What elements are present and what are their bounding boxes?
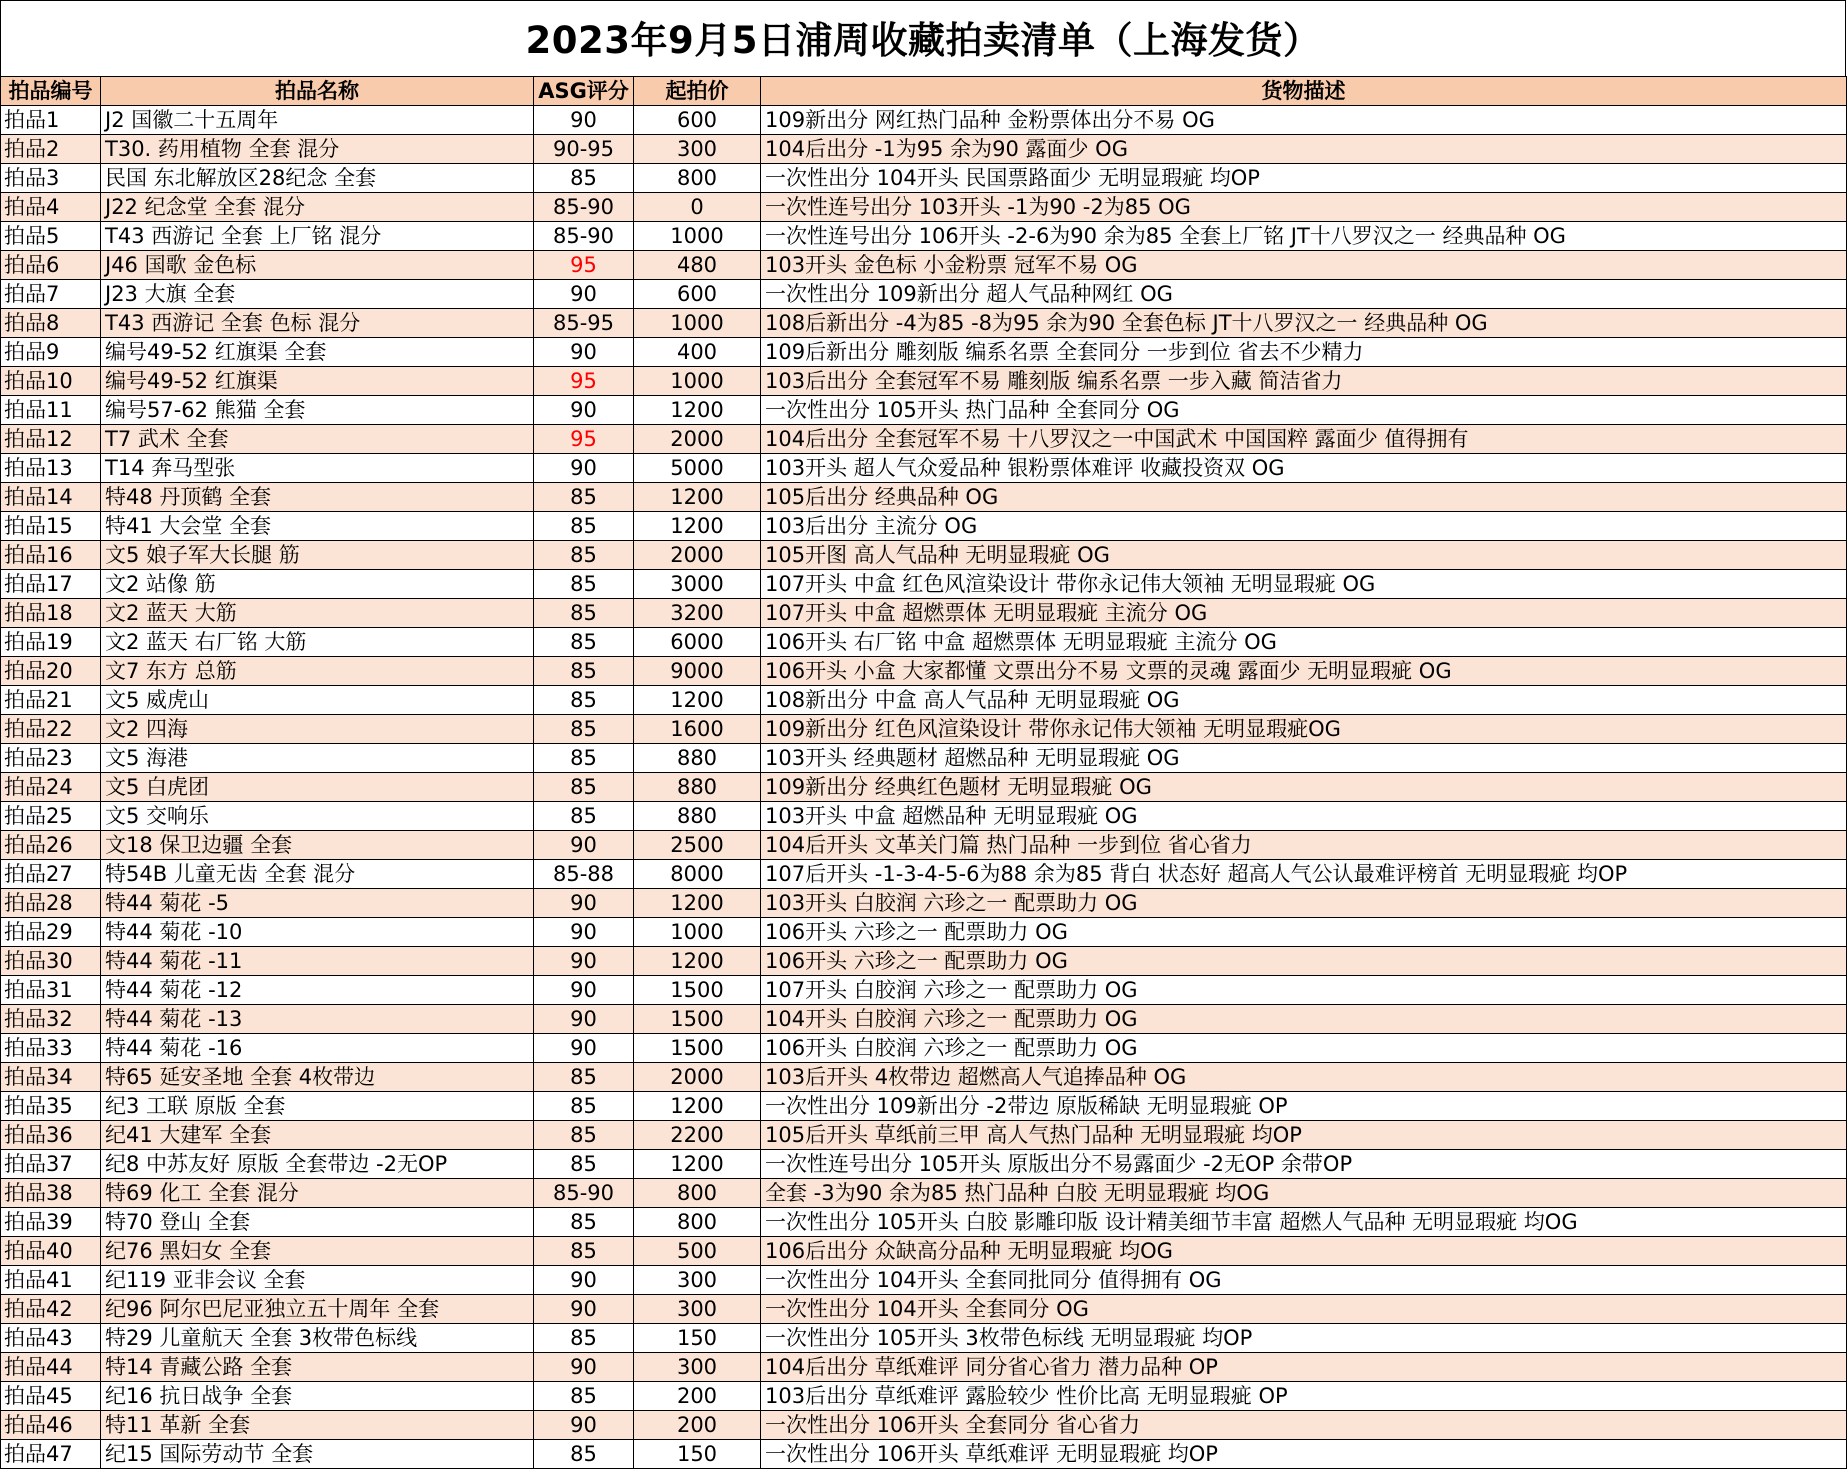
lot-cell[interactable]: 拍品34 xyxy=(1,1063,101,1092)
lot-cell[interactable]: 拍品20 xyxy=(1,657,101,686)
lot-cell[interactable]: 拍品44 xyxy=(1,1353,101,1382)
lot-cell[interactable]: 拍品2 xyxy=(1,135,101,164)
header-row xyxy=(1,77,1847,106)
price-cell[interactable]: 1000 xyxy=(634,367,761,396)
table-row[interactable] xyxy=(1,599,1847,628)
score-cell[interactable]: 85 xyxy=(534,1237,634,1266)
price-cell[interactable]: 480 xyxy=(634,251,761,280)
desc-cell[interactable]: 107开头 白胶润 六珍之一 配票助力 OG xyxy=(761,976,1847,1005)
score-cell[interactable]: 85 xyxy=(534,570,634,599)
price-cell[interactable]: 150 xyxy=(634,1324,761,1353)
score-cell[interactable]: 90 xyxy=(534,1005,634,1034)
lot-cell[interactable]: 拍品46 xyxy=(1,1411,101,1440)
lot-cell[interactable]: 拍品25 xyxy=(1,802,101,831)
page-title: 2023年9月5日浦周收藏拍卖清单（上海发货） xyxy=(0,0,1846,76)
lot-cell[interactable]: 拍品33 xyxy=(1,1034,101,1063)
name-cell[interactable]: 文5 白虎团 xyxy=(101,773,534,802)
table-row[interactable] xyxy=(1,396,1847,425)
desc-cell[interactable]: 一次性出分 105开头 白胶 影雕印版 设计精美细节丰富 超燃人气品种 无明显瑕疵 均OG xyxy=(761,1208,1847,1237)
score-cell[interactable]: 85 xyxy=(534,512,634,541)
lot-cell[interactable]: 拍品26 xyxy=(1,831,101,860)
desc-cell[interactable]: 一次性出分 105开头 3枚带色标线 无明显瑕疵 均OP xyxy=(761,1324,1847,1353)
desc-cell[interactable]: 一次性出分 104开头 全套同批同分 值得拥有 OG xyxy=(761,1266,1847,1295)
desc-cell[interactable]: 104后开头 文革关门篇 热门品种 一步到位 省心省力 xyxy=(761,831,1847,860)
price-cell[interactable]: 300 xyxy=(634,1295,761,1324)
lot-cell[interactable]: 拍品30 xyxy=(1,947,101,976)
desc-cell[interactable]: 109新出分 红色风渲染设计 带你永记伟大领袖 无明显瑕疵OG xyxy=(761,715,1847,744)
table-row[interactable] xyxy=(1,1092,1847,1121)
name-cell[interactable]: 文7 东方 总筋 xyxy=(101,657,534,686)
table-row[interactable] xyxy=(1,280,1847,309)
price-cell[interactable]: 1500 xyxy=(634,976,761,1005)
score-cell[interactable]: 85 xyxy=(534,715,634,744)
table-row[interactable] xyxy=(1,512,1847,541)
header-score[interactable]: ASG评分 xyxy=(534,77,634,106)
table-row[interactable] xyxy=(1,425,1847,454)
price-cell[interactable]: 300 xyxy=(634,1353,761,1382)
lot-cell[interactable]: 拍品16 xyxy=(1,541,101,570)
auction-table xyxy=(0,76,1847,1469)
price-cell[interactable]: 2500 xyxy=(634,831,761,860)
desc-cell[interactable]: 103后出分 草纸难评 露脸较少 性价比高 无明显瑕疵 OP xyxy=(761,1382,1847,1411)
name-cell[interactable]: 文18 保卫边疆 全套 xyxy=(101,831,534,860)
score-cell[interactable]: 85 xyxy=(534,1092,634,1121)
name-cell[interactable]: 文2 四海 xyxy=(101,715,534,744)
score-cell[interactable]: 85 xyxy=(534,1150,634,1179)
lot-cell[interactable]: 拍品13 xyxy=(1,454,101,483)
table-row[interactable] xyxy=(1,454,1847,483)
name-cell[interactable]: 文5 娘子军大长腿 筋 xyxy=(101,541,534,570)
score-cell[interactable]: 90-95 xyxy=(534,135,634,164)
lot-cell[interactable]: 拍品4 xyxy=(1,193,101,222)
name-cell[interactable]: 编号49-52 红旗渠 xyxy=(101,367,534,396)
lot-cell[interactable]: 拍品42 xyxy=(1,1295,101,1324)
name-cell[interactable]: 特69 化工 全套 混分 xyxy=(101,1179,534,1208)
table-row[interactable] xyxy=(1,628,1847,657)
score-cell[interactable]: 85 xyxy=(534,541,634,570)
score-cell[interactable]: 85 xyxy=(534,744,634,773)
table-row[interactable] xyxy=(1,1121,1847,1150)
price-cell[interactable]: 1200 xyxy=(634,1150,761,1179)
name-cell[interactable]: 编号57-62 熊猫 全套 xyxy=(101,396,534,425)
price-cell[interactable]: 880 xyxy=(634,773,761,802)
score-cell[interactable]: 90 xyxy=(534,280,634,309)
table-row[interactable] xyxy=(1,1440,1847,1469)
table-row[interactable] xyxy=(1,1179,1847,1208)
desc-cell[interactable]: 105后出分 经典品种 OG xyxy=(761,483,1847,512)
lot-cell[interactable]: 拍品28 xyxy=(1,889,101,918)
score-cell[interactable]: 85 xyxy=(534,686,634,715)
desc-cell[interactable]: 104后出分 草纸难评 同分省心省力 潜力品种 OP xyxy=(761,1353,1847,1382)
price-cell[interactable]: 600 xyxy=(634,106,761,135)
table-row[interactable] xyxy=(1,1266,1847,1295)
lot-cell[interactable]: 拍品38 xyxy=(1,1179,101,1208)
desc-cell[interactable]: 106开头 小盒 大家都懂 文票出分不易 文票的灵魂 露面少 无明显瑕疵 OG xyxy=(761,657,1847,686)
price-cell[interactable]: 880 xyxy=(634,802,761,831)
price-cell[interactable]: 800 xyxy=(634,1208,761,1237)
desc-cell[interactable]: 一次性出分 109新出分 -2带边 原版稀缺 无明显瑕疵 OP xyxy=(761,1092,1847,1121)
table-row[interactable] xyxy=(1,222,1847,251)
lot-cell[interactable]: 拍品15 xyxy=(1,512,101,541)
lot-cell[interactable]: 拍品39 xyxy=(1,1208,101,1237)
name-cell[interactable]: 特48 丹顶鹤 全套 xyxy=(101,483,534,512)
price-cell[interactable]: 1200 xyxy=(634,686,761,715)
desc-cell[interactable]: 103开头 金色标 小金粉票 冠军不易 OG xyxy=(761,251,1847,280)
table-row[interactable] xyxy=(1,947,1847,976)
score-cell[interactable]: 85-90 xyxy=(534,222,634,251)
lot-cell[interactable]: 拍品40 xyxy=(1,1237,101,1266)
name-cell[interactable]: 纪96 阿尔巴尼亚独立五十周年 全套 xyxy=(101,1295,534,1324)
name-cell[interactable]: 特29 儿童航天 全套 3枚带色标线 xyxy=(101,1324,534,1353)
lot-cell[interactable]: 拍品7 xyxy=(1,280,101,309)
header-price[interactable]: 起拍价 xyxy=(634,77,761,106)
table-row[interactable] xyxy=(1,541,1847,570)
table-row[interactable] xyxy=(1,918,1847,947)
name-cell[interactable]: 纪76 黑妇女 全套 xyxy=(101,1237,534,1266)
table-row[interactable] xyxy=(1,860,1847,889)
table-row[interactable] xyxy=(1,1005,1847,1034)
name-cell[interactable]: 特54B 儿童无齿 全套 混分 xyxy=(101,860,534,889)
lot-cell[interactable]: 拍品31 xyxy=(1,976,101,1005)
name-cell[interactable]: 特70 登山 全套 xyxy=(101,1208,534,1237)
name-cell[interactable]: 文5 威虎山 xyxy=(101,686,534,715)
desc-cell[interactable]: 109后新出分 雕刻版 编系名票 全套同分 一步到位 省去不少精力 xyxy=(761,338,1847,367)
desc-cell[interactable]: 一次性连号出分 106开头 -2-6为90 余为85 全套上厂铭 JT十八罗汉之一 经典品种 OG xyxy=(761,222,1847,251)
lot-cell[interactable]: 拍品14 xyxy=(1,483,101,512)
table-row[interactable] xyxy=(1,1324,1847,1353)
score-cell[interactable]: 95 xyxy=(534,251,634,280)
name-cell[interactable]: 特41 大会堂 全套 xyxy=(101,512,534,541)
score-cell[interactable]: 90 xyxy=(534,1295,634,1324)
price-cell[interactable]: 8000 xyxy=(634,860,761,889)
table-row[interactable] xyxy=(1,1353,1847,1382)
header-desc[interactable]: 货物描述 xyxy=(761,77,1847,106)
price-cell[interactable]: 2000 xyxy=(634,541,761,570)
desc-cell[interactable]: 107开头 中盒 超燃票体 无明显瑕疵 主流分 OG xyxy=(761,599,1847,628)
name-cell[interactable]: 特65 延安圣地 全套 4枚带边 xyxy=(101,1063,534,1092)
score-cell[interactable]: 85 xyxy=(534,1440,634,1469)
price-cell[interactable]: 1200 xyxy=(634,396,761,425)
score-cell[interactable]: 85 xyxy=(534,628,634,657)
table-row[interactable] xyxy=(1,657,1847,686)
table-row[interactable] xyxy=(1,1237,1847,1266)
lot-cell[interactable]: 拍品18 xyxy=(1,599,101,628)
score-cell[interactable]: 85 xyxy=(534,599,634,628)
price-cell[interactable]: 5000 xyxy=(634,454,761,483)
lot-cell[interactable]: 拍品27 xyxy=(1,860,101,889)
name-cell[interactable]: 编号49-52 红旗渠 全套 xyxy=(101,338,534,367)
table-row[interactable] xyxy=(1,715,1847,744)
price-cell[interactable]: 400 xyxy=(634,338,761,367)
price-cell[interactable]: 300 xyxy=(634,135,761,164)
table-row[interactable] xyxy=(1,106,1847,135)
desc-cell[interactable]: 104后出分 全套冠军不易 十八罗汉之一中国武术 中国国粹 露面少 值得拥有 xyxy=(761,425,1847,454)
score-cell[interactable]: 90 xyxy=(534,918,634,947)
score-cell[interactable]: 90 xyxy=(534,338,634,367)
price-cell[interactable]: 150 xyxy=(634,1440,761,1469)
desc-cell[interactable]: 108后新出分 -4为85 -8为95 余为90 全套色标 JT十八罗汉之一 经典品种 OG xyxy=(761,309,1847,338)
lot-cell[interactable]: 拍品22 xyxy=(1,715,101,744)
lot-cell[interactable]: 拍品10 xyxy=(1,367,101,396)
desc-cell[interactable]: 103后开头 4枚带边 超燃高人气追捧品种 OG xyxy=(761,1063,1847,1092)
table-row[interactable] xyxy=(1,251,1847,280)
name-cell[interactable]: 特44 菊花 -16 xyxy=(101,1034,534,1063)
score-cell[interactable]: 90 xyxy=(534,947,634,976)
lot-cell[interactable]: 拍品23 xyxy=(1,744,101,773)
name-cell[interactable]: 民国 东北解放区28纪念 全套 xyxy=(101,164,534,193)
name-cell[interactable]: 特14 青藏公路 全套 xyxy=(101,1353,534,1382)
name-cell[interactable]: 文2 站像 筋 xyxy=(101,570,534,599)
score-cell[interactable]: 85 xyxy=(534,1121,634,1150)
price-cell[interactable]: 500 xyxy=(634,1237,761,1266)
desc-cell[interactable]: 104开头 白胶润 六珍之一 配票助力 OG xyxy=(761,1005,1847,1034)
desc-cell[interactable]: 全套 -3为90 余为85 热门品种 白胶 无明显瑕疵 均OG xyxy=(761,1179,1847,1208)
table-row[interactable] xyxy=(1,367,1847,396)
price-cell[interactable]: 0 xyxy=(634,193,761,222)
score-cell[interactable]: 90 xyxy=(534,889,634,918)
lot-cell[interactable]: 拍品37 xyxy=(1,1150,101,1179)
name-cell[interactable]: T14 奔马型张 xyxy=(101,454,534,483)
score-cell[interactable]: 85 xyxy=(534,483,634,512)
price-cell[interactable]: 1200 xyxy=(634,483,761,512)
name-cell[interactable]: J23 大旗 全套 xyxy=(101,280,534,309)
price-cell[interactable]: 9000 xyxy=(634,657,761,686)
price-cell[interactable]: 880 xyxy=(634,744,761,773)
desc-cell[interactable]: 103后出分 全套冠军不易 雕刻版 编系名票 一步入藏 简洁省力 xyxy=(761,367,1847,396)
desc-cell[interactable]: 105后开头 草纸前三甲 高人气热门品种 无明显瑕疵 均OP xyxy=(761,1121,1847,1150)
desc-cell[interactable]: 104后出分 -1为95 余为90 露面少 OG xyxy=(761,135,1847,164)
price-cell[interactable]: 3000 xyxy=(634,570,761,599)
table-row[interactable] xyxy=(1,1034,1847,1063)
table-row[interactable] xyxy=(1,744,1847,773)
price-cell[interactable]: 1200 xyxy=(634,1092,761,1121)
lot-cell[interactable]: 拍品3 xyxy=(1,164,101,193)
price-cell[interactable]: 3200 xyxy=(634,599,761,628)
table-row[interactable] xyxy=(1,338,1847,367)
desc-cell[interactable]: 一次性出分 104开头 全套同分 OG xyxy=(761,1295,1847,1324)
score-cell[interactable]: 90 xyxy=(534,976,634,1005)
desc-cell[interactable]: 107开头 中盒 红色风渲染设计 带你永记伟大领袖 无明显瑕疵 OG xyxy=(761,570,1847,599)
price-cell[interactable]: 2200 xyxy=(634,1121,761,1150)
lot-cell[interactable]: 拍品43 xyxy=(1,1324,101,1353)
score-cell[interactable]: 85 xyxy=(534,1063,634,1092)
table-row[interactable] xyxy=(1,773,1847,802)
table-row[interactable] xyxy=(1,135,1847,164)
desc-cell[interactable]: 107后开头 -1-3-4-5-6为88 余为85 背白 状态好 超高人气公认最难评榜首 无明显瑕疵 均OP xyxy=(761,860,1847,889)
score-cell[interactable]: 85 xyxy=(534,1208,634,1237)
name-cell[interactable]: 特44 菊花 -13 xyxy=(101,1005,534,1034)
price-cell[interactable]: 200 xyxy=(634,1411,761,1440)
name-cell[interactable]: T7 武术 全套 xyxy=(101,425,534,454)
table-row[interactable] xyxy=(1,831,1847,860)
score-cell[interactable]: 85 xyxy=(534,1324,634,1353)
header-lot[interactable]: 拍品编号 xyxy=(1,77,101,106)
table-row[interactable] xyxy=(1,483,1847,512)
lot-cell[interactable]: 拍品5 xyxy=(1,222,101,251)
lot-cell[interactable]: 拍品36 xyxy=(1,1121,101,1150)
desc-cell[interactable]: 106开头 六珍之一 配票助力 OG xyxy=(761,947,1847,976)
lot-cell[interactable]: 拍品1 xyxy=(1,106,101,135)
table-row[interactable] xyxy=(1,1411,1847,1440)
price-cell[interactable]: 2000 xyxy=(634,425,761,454)
desc-cell[interactable]: 108新出分 中盒 高人气品种 无明显瑕疵 OG xyxy=(761,686,1847,715)
price-cell[interactable]: 2000 xyxy=(634,1063,761,1092)
table-row[interactable] xyxy=(1,1382,1847,1411)
score-cell[interactable]: 85 xyxy=(534,1382,634,1411)
desc-cell[interactable]: 106开头 六珍之一 配票助力 OG xyxy=(761,918,1847,947)
score-cell[interactable]: 85-90 xyxy=(534,193,634,222)
price-cell[interactable]: 800 xyxy=(634,164,761,193)
lot-cell[interactable]: 拍品41 xyxy=(1,1266,101,1295)
name-cell[interactable]: T43 西游记 全套 色标 混分 xyxy=(101,309,534,338)
desc-cell[interactable]: 一次性出分 104开头 民国票路面少 无明显瑕疵 均OP xyxy=(761,164,1847,193)
score-cell[interactable]: 85 xyxy=(534,773,634,802)
header-name[interactable]: 拍品名称 xyxy=(101,77,534,106)
name-cell[interactable]: 特11 革新 全套 xyxy=(101,1411,534,1440)
name-cell[interactable]: 特44 菊花 -11 xyxy=(101,947,534,976)
price-cell[interactable]: 600 xyxy=(634,280,761,309)
name-cell[interactable]: 文5 交响乐 xyxy=(101,802,534,831)
name-cell[interactable]: 文2 蓝天 右厂铭 大筋 xyxy=(101,628,534,657)
score-cell[interactable]: 90 xyxy=(534,831,634,860)
price-cell[interactable]: 1500 xyxy=(634,1005,761,1034)
name-cell[interactable]: T30. 药用植物 全套 混分 xyxy=(101,135,534,164)
score-cell[interactable]: 90 xyxy=(534,1411,634,1440)
price-cell[interactable]: 1200 xyxy=(634,947,761,976)
score-cell[interactable]: 85-88 xyxy=(534,860,634,889)
desc-cell[interactable]: 106开头 白胶润 六珍之一 配票助力 OG xyxy=(761,1034,1847,1063)
table-row[interactable] xyxy=(1,309,1847,338)
desc-cell[interactable]: 一次性出分 109新出分 超人气品种网红 OG xyxy=(761,280,1847,309)
score-cell[interactable]: 95 xyxy=(534,425,634,454)
name-cell[interactable]: J2 国徽二十五周年 xyxy=(101,106,534,135)
name-cell[interactable]: 特44 菊花 -5 xyxy=(101,889,534,918)
desc-cell[interactable]: 109新出分 网红热门品种 金粉票体出分不易 OG xyxy=(761,106,1847,135)
table-row[interactable] xyxy=(1,1063,1847,1092)
price-cell[interactable]: 800 xyxy=(634,1179,761,1208)
table-row[interactable] xyxy=(1,976,1847,1005)
price-cell[interactable]: 200 xyxy=(634,1382,761,1411)
score-cell[interactable]: 85 xyxy=(534,657,634,686)
name-cell[interactable]: J46 国歌 金色标 xyxy=(101,251,534,280)
table-row[interactable] xyxy=(1,1150,1847,1179)
name-cell[interactable]: 特44 菊花 -12 xyxy=(101,976,534,1005)
table-row[interactable] xyxy=(1,570,1847,599)
name-cell[interactable]: 文5 海港 xyxy=(101,744,534,773)
score-cell[interactable]: 85 xyxy=(534,164,634,193)
lot-cell[interactable]: 拍品35 xyxy=(1,1092,101,1121)
desc-cell[interactable]: 103后出分 主流分 OG xyxy=(761,512,1847,541)
score-cell[interactable]: 90 xyxy=(534,1034,634,1063)
lot-cell[interactable]: 拍品21 xyxy=(1,686,101,715)
lot-cell[interactable]: 拍品6 xyxy=(1,251,101,280)
table-row[interactable] xyxy=(1,802,1847,831)
desc-cell[interactable]: 一次性连号出分 105开头 原版出分不易露面少 -2无OP 余带OP xyxy=(761,1150,1847,1179)
table-row[interactable] xyxy=(1,889,1847,918)
desc-cell[interactable]: 103开头 经典题材 超燃品种 无明显瑕疵 OG xyxy=(761,744,1847,773)
price-cell[interactable]: 300 xyxy=(634,1266,761,1295)
price-cell[interactable]: 1600 xyxy=(634,715,761,744)
name-cell[interactable]: T43 西游记 全套 上厂铭 混分 xyxy=(101,222,534,251)
desc-cell[interactable]: 一次性连号出分 103开头 -1为90 -2为85 OG xyxy=(761,193,1847,222)
lot-cell[interactable]: 拍品29 xyxy=(1,918,101,947)
price-cell[interactable]: 1000 xyxy=(634,918,761,947)
score-cell[interactable]: 85-90 xyxy=(534,1179,634,1208)
name-cell[interactable]: J22 纪念堂 全套 混分 xyxy=(101,193,534,222)
table-row[interactable] xyxy=(1,193,1847,222)
lot-cell[interactable]: 拍品11 xyxy=(1,396,101,425)
score-cell[interactable]: 90 xyxy=(534,454,634,483)
table-row[interactable] xyxy=(1,686,1847,715)
lot-cell[interactable]: 拍品8 xyxy=(1,309,101,338)
table-body xyxy=(1,106,1847,1469)
price-cell[interactable]: 1000 xyxy=(634,222,761,251)
desc-cell[interactable]: 109新出分 经典红色题材 无明显瑕疵 OG xyxy=(761,773,1847,802)
lot-cell[interactable]: 拍品32 xyxy=(1,1005,101,1034)
name-cell[interactable]: 纪3 工联 原版 全套 xyxy=(101,1092,534,1121)
desc-cell[interactable]: 一次性出分 106开头 草纸难评 无明显瑕疵 均OP xyxy=(761,1440,1847,1469)
score-cell[interactable]: 90 xyxy=(534,396,634,425)
name-cell[interactable]: 纪15 国际劳动节 全套 xyxy=(101,1440,534,1469)
desc-cell[interactable]: 106开头 右厂铭 中盒 超燃票体 无明显瑕疵 主流分 OG xyxy=(761,628,1847,657)
name-cell[interactable]: 文2 蓝天 大筋 xyxy=(101,599,534,628)
price-cell[interactable]: 1200 xyxy=(634,889,761,918)
table-row[interactable] xyxy=(1,1295,1847,1324)
price-cell[interactable]: 6000 xyxy=(634,628,761,657)
name-cell[interactable]: 纪119 亚非会议 全套 xyxy=(101,1266,534,1295)
name-cell[interactable]: 纪41 大建军 全套 xyxy=(101,1121,534,1150)
name-cell[interactable]: 特44 菊花 -10 xyxy=(101,918,534,947)
score-cell[interactable]: 85-95 xyxy=(534,309,634,338)
table-row[interactable] xyxy=(1,1208,1847,1237)
price-cell[interactable]: 1200 xyxy=(634,512,761,541)
desc-cell[interactable]: 103开头 中盒 超燃品种 无明显瑕疵 OG xyxy=(761,802,1847,831)
table-row[interactable] xyxy=(1,164,1847,193)
score-cell[interactable]: 85 xyxy=(534,802,634,831)
desc-cell[interactable]: 一次性出分 105开头 热门品种 全套同分 OG xyxy=(761,396,1847,425)
desc-cell[interactable]: 103开头 超人气众爱品种 银粉票体难评 收藏投资双 OG xyxy=(761,454,1847,483)
score-cell[interactable]: 90 xyxy=(534,1266,634,1295)
desc-cell[interactable]: 106后出分 众缺高分品种 无明显瑕疵 均OG xyxy=(761,1237,1847,1266)
desc-cell[interactable]: 103开头 白胶润 六珍之一 配票助力 OG xyxy=(761,889,1847,918)
score-cell[interactable]: 90 xyxy=(534,106,634,135)
lot-cell[interactable]: 拍品19 xyxy=(1,628,101,657)
price-cell[interactable]: 1000 xyxy=(634,309,761,338)
score-cell[interactable]: 95 xyxy=(534,367,634,396)
desc-cell[interactable]: 一次性出分 106开头 全套同分 省心省力 xyxy=(761,1411,1847,1440)
desc-cell[interactable]: 105开图 高人气品种 无明显瑕疵 OG xyxy=(761,541,1847,570)
lot-cell[interactable]: 拍品9 xyxy=(1,338,101,367)
lot-cell[interactable]: 拍品47 xyxy=(1,1440,101,1469)
lot-cell[interactable]: 拍品17 xyxy=(1,570,101,599)
score-cell[interactable]: 90 xyxy=(534,1353,634,1382)
lot-cell[interactable]: 拍品24 xyxy=(1,773,101,802)
price-cell[interactable]: 1500 xyxy=(634,1034,761,1063)
lot-cell[interactable]: 拍品12 xyxy=(1,425,101,454)
name-cell[interactable]: 纪16 抗日战争 全套 xyxy=(101,1382,534,1411)
name-cell[interactable]: 纪8 中苏友好 原版 全套带边 -2无OP xyxy=(101,1150,534,1179)
lot-cell[interactable]: 拍品45 xyxy=(1,1382,101,1411)
